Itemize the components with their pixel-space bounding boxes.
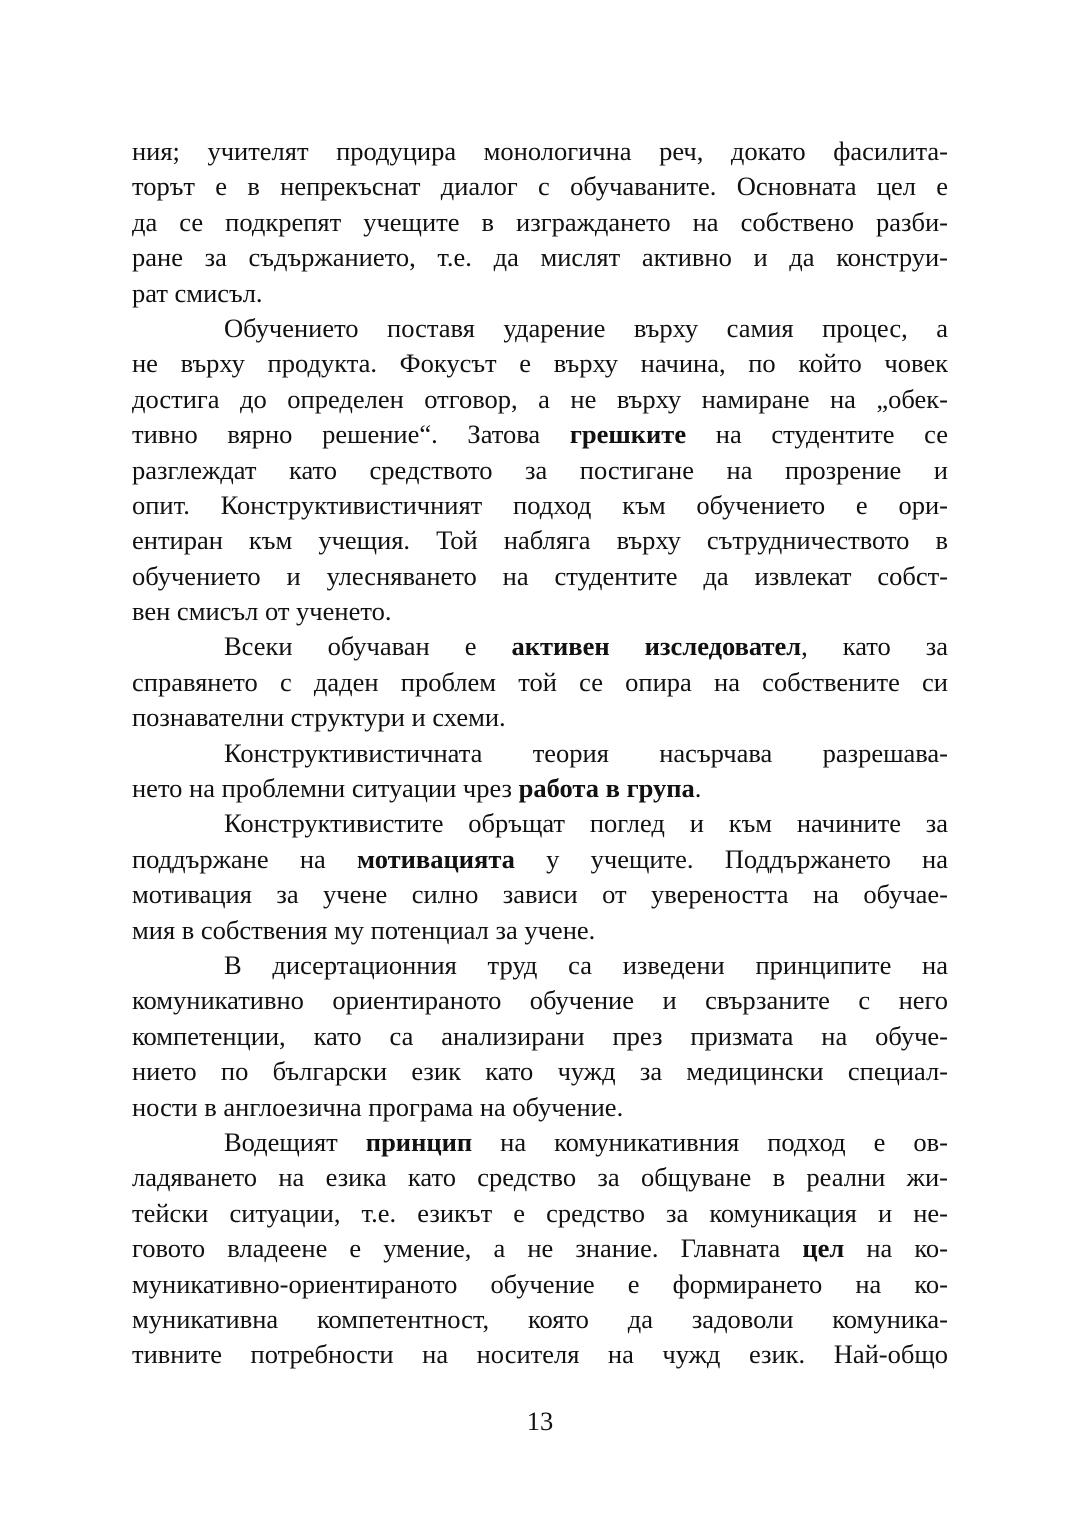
text-segment: познавателни структури и схеми. <box>132 702 506 733</box>
text-segment: разглеждат като средството за постигане на прозрение и <box>132 454 948 485</box>
text-line <box>132 1302 948 1337</box>
text-line <box>132 453 948 488</box>
text-segment: ентиран към учещия. Той набляга върху сътрудничеството в <box>132 525 948 556</box>
text-line <box>132 1125 948 1160</box>
text-segment: Обучението поставя ударение върху самия процес, а <box>224 312 948 343</box>
text-segment: Конструктивистите обръщат поглед и към начините за <box>224 808 948 839</box>
text-line <box>132 665 948 700</box>
bold-term: активен изследовател <box>511 631 802 662</box>
text-segment: Конструктивистичната теория насърчава разрешава- <box>224 737 948 768</box>
text-segment: торът е в непрекъснат диалог с обучаваните. Основната цел е <box>132 171 948 202</box>
text-line <box>132 276 948 311</box>
text-segment: на комуникативния подход е ов- <box>472 1126 948 1157</box>
page-number: 13 <box>526 1406 554 1436</box>
text-segment: мотивация за учене силно зависи от увереността на обучае- <box>132 879 948 910</box>
text-line <box>132 169 948 204</box>
text-segment: ране за съдържанието, т.е. да мислят активно и да конструи- <box>132 242 948 273</box>
text-line <box>132 629 948 664</box>
text-segment: тейски ситуации, т.е. езикът е средство за комуникация и не- <box>132 1197 948 1228</box>
text-line <box>132 417 948 452</box>
text-segment: комуникативно ориентираното обучение и свързаните с него <box>132 985 948 1016</box>
text-line <box>132 736 948 771</box>
text-line <box>132 1337 948 1372</box>
text-segment: нето на проблемни ситуации чрез <box>132 773 519 804</box>
text-line <box>132 948 948 983</box>
text-segment: опит. Конструктивистичният подход към обучението е ори- <box>132 489 948 520</box>
text-segment: муникативно-ориентираното обучение е формирането на ко- <box>132 1268 948 1299</box>
text-line <box>132 205 948 240</box>
text-segment: у учещите. Поддържането на <box>514 843 948 874</box>
text-line <box>132 559 948 594</box>
text-line <box>132 382 948 417</box>
text-segment: , като за <box>801 631 949 662</box>
text-line <box>132 523 948 558</box>
text-line <box>132 1231 948 1266</box>
text-line <box>132 1054 948 1089</box>
bold-term: принцип <box>365 1126 473 1157</box>
text-line <box>132 134 948 169</box>
text-segment: мия в собствения му потенциал за учене. <box>132 914 596 945</box>
text-segment: тивно вярно решение“. Затова <box>132 419 570 450</box>
text-segment: вен смисъл от ученето. <box>132 596 392 627</box>
text-line <box>132 1267 948 1302</box>
text-segment: нието по български език като чужд за медицински специал- <box>132 1056 948 1087</box>
text-segment: муникативна компетентност, която да задоволи комуника- <box>132 1303 948 1334</box>
text-segment: компетенции, като са анализирани през призмата на обуче- <box>132 1020 948 1051</box>
text-line <box>132 594 948 629</box>
text-segment: тивните потребности на носителя на чужд език. Най-общо <box>132 1339 948 1370</box>
text-segment: Всеки обучаван е <box>224 631 512 662</box>
text-segment: не върху продукта. Фокусът е върху начина, по който човек <box>132 348 948 379</box>
text-line <box>132 346 948 381</box>
text-line <box>132 877 948 912</box>
text-segment: В дисертационния труд са изведени принципите на <box>224 949 948 980</box>
text-line <box>132 1196 948 1231</box>
bold-term: цел <box>802 1233 845 1264</box>
text-segment: ладяването на езика като средство за общуване в реални жи- <box>132 1162 948 1193</box>
text-line <box>132 913 948 948</box>
body-text <box>132 134 948 1373</box>
text-segment: обучението и улесняването на студентите да извлекат собст- <box>132 560 948 591</box>
text-segment: достига до определен отговор, а не върху намиране на „обек- <box>132 383 948 414</box>
text-segment: на ко- <box>844 1233 948 1264</box>
text-segment: поддържане на <box>132 843 358 874</box>
text-segment: рат смисъл. <box>132 277 263 308</box>
text-line <box>132 488 948 523</box>
bold-term: работа в група <box>518 773 695 804</box>
text-line <box>132 842 948 877</box>
text-line <box>132 806 948 841</box>
text-line <box>132 240 948 275</box>
text-segment: Водещият <box>224 1126 366 1157</box>
text-line <box>132 1090 948 1125</box>
text-segment: на студентите се <box>686 419 948 450</box>
text-segment: говото владеене е умение, а не знание. Главната <box>132 1233 803 1264</box>
text-segment: справянето с даден проблем той се опира на собствените си <box>132 666 948 697</box>
text-segment: ности в англоезична програма на обучение. <box>132 1091 624 1122</box>
text-segment: ния; учителят продуцира монологична реч, докато фасилита- <box>132 136 948 166</box>
text-line <box>132 1019 948 1054</box>
text-line <box>132 700 948 735</box>
text-segment: . <box>694 773 702 804</box>
bold-term: мотивацията <box>357 843 515 874</box>
text-line <box>132 771 948 806</box>
text-line <box>132 311 948 346</box>
text-segment: да се подкрепят учещите в изграждането на собствено разби- <box>132 206 948 237</box>
text-line <box>132 983 948 1018</box>
bold-term: грешките <box>569 419 687 450</box>
text-line <box>132 1160 948 1195</box>
